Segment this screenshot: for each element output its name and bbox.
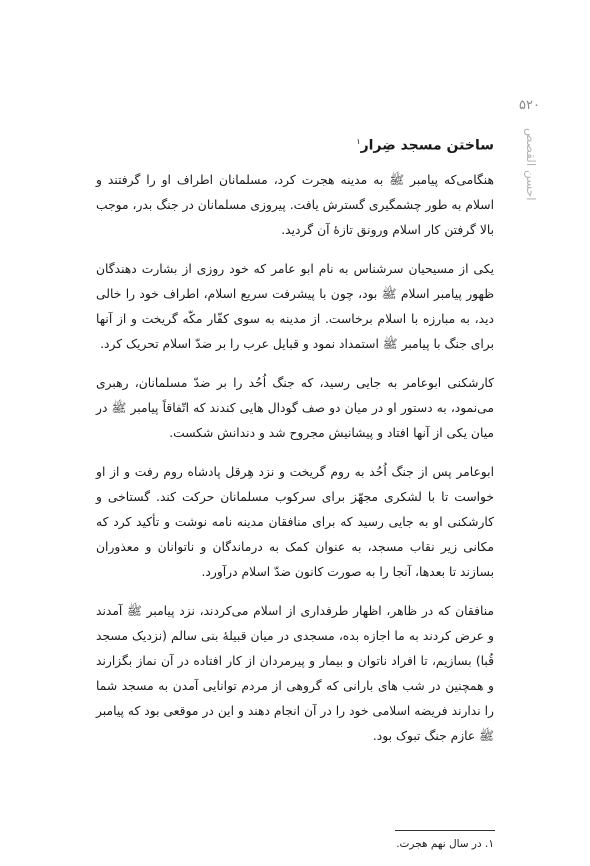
footnote: ۱. در سال نهم هجرت. bbox=[396, 838, 494, 850]
paragraph-3: کارشکنی ابوعامر به جایی رسید، که جنگ اُحُد را بر ضدّ مسلمانان، رهبری می‌نمود، به دستور او در میان دو صف گودال هایی کندند که اتّفاقاً پیامبر ﷺ در میان یکی از آنها افتاد و پیشانیش مجروح شد و دندانش شکست. bbox=[96, 375, 494, 440]
page-number: ۵۲۰ bbox=[519, 98, 540, 113]
paragraph-4: ابوعامر پس از جنگ اُحُد به روم گریخت و نزد هِرقل پادشاه روم رفت و از او خواست تا با لشکری مجهّز برای سرکوب مسلمانان حرکت کند. گستاخی و کارشکنی او به جایی رسید که برای منافقان مدینه نامه نوشت و تأکید کرد که مکانی زیر نقاب مسجد، به عنوان کمک به درماندگان و ناتوانان و معذوران بسازند تا بعدها، آنجا را به صورت کانون ضدّ اسلام درآورد. bbox=[96, 464, 494, 579]
running-title: احسن القصص bbox=[524, 128, 538, 201]
footnote-divider bbox=[395, 830, 495, 831]
paragraph-1: هنگامی‌که پیامبر ﷺ به مدینه هجرت کرد، مسلمانان اطراف او را گرفتند و اسلام به طور چشمگیری گسترش یافت. پیروزی مسلمانان در جنگ بدر، موجب بالا گرفتن کار اسلام ورونق تازهٔ آن گردید. bbox=[96, 172, 494, 237]
section-title bbox=[96, 130, 494, 158]
section-title-text: ساختن مسجد ضِرار bbox=[360, 137, 494, 154]
page-body bbox=[96, 130, 494, 763]
paragraph-5: منافقان که در ظاهر، اظهار طرفداری از اسلام می‌کردند، نزد پیامبر ﷺ آمدند و عرض کردند به ما اجازه بده، مسجدی در میان قبیلهٔ بنی سالم (نزدیک مسجد قُبا) بسازیم، تا افراد ناتوان و بیمار و پیرمردان از کار افتاده در آن نماز بگزارند و همچنین در شب های بارانی که گروهی از مردم توانایی آمدن به مسجد شما را ندارند فریضه اسلامی خود را در آن انجام دهند و این در موقعی بود که پیامبر ﷺ عازم جنگ تبوک بود. bbox=[96, 603, 494, 743]
paragraph-2: یکی از مسیحیان سرشناس به نام ابو عامر که خود روزی از بشارت دهندگان ظهور پیامبر اسلام ﷺ بود، چون با پیشرفت سریع اسلام، اطراف خود را خالی دید، به مبارزه با اسلام برخاست. از مدینه به سوی کفّار مکّه گریخت و از آنها برای جنگ با پیامبر ﷺ استمداد نمود و قبایل عرب را بر ضدّ اسلام تحریک کرد. bbox=[96, 261, 494, 351]
footnote-marker: ۱ bbox=[356, 137, 361, 146]
